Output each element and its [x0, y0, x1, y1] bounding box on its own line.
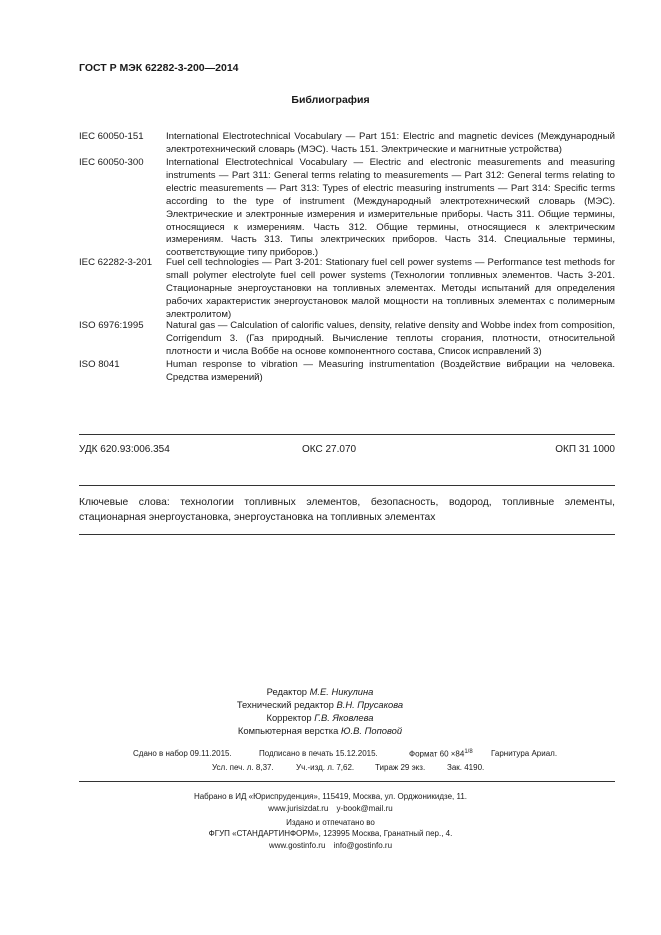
- credit-tech-editor: [0, 699, 640, 712]
- okp-code: ОКП 31 1000: [555, 444, 615, 455]
- printed-site: www.gostinfo.ru: [268, 841, 326, 850]
- bibliography-entry-code: IEC 60050-300: [79, 157, 144, 168]
- bibliography-entry: [79, 157, 615, 260]
- bibliography-entry-text: Fuel cell technologies — Part 3-201: Stationary fuel cell power systems — Performance test methods for small polymer electrolyte fuel cell power systems (Технологии топливных элементов. Часть 3-201. Стационарные энергоустановки на топливных элементах. Методы испытаний для определения рабочих характеристик энергоустановок малой мощности на топливных элементах с полимерным электролитом): [166, 257, 615, 320]
- oks-code: ОКС 27.070: [302, 444, 357, 455]
- format-text: Формат 60 ×84: [409, 749, 465, 759]
- credit-name: М.Е. Никулина: [309, 686, 374, 697]
- credit-role: Корректор: [266, 712, 312, 723]
- credit-corrector: [0, 712, 640, 725]
- typeset-email: y-book@mail.ru: [336, 804, 393, 813]
- bibliography-entry: [79, 320, 615, 359]
- bibliography-entry-text: Natural gas — Calculation of calorific values, density, relative density and Wobbe index from composition, Corrigendum 3. (Газ природный. Вычисление теплоты сгорания, плотности, относительной плотности и числа Воббе на основе компонентного состава, Список исправлений 3): [166, 320, 615, 357]
- typeset-site: www.jurisizdat.ru: [268, 804, 329, 813]
- bibliography-entry-code: IEC 60050-151: [79, 131, 144, 142]
- print-run: Тираж 29 экз.: [375, 763, 426, 772]
- print-typeface: Гарнитура Ариал.: [491, 749, 558, 758]
- bibliography-entry-code: IEC 62282-3-201: [79, 257, 153, 268]
- credit-role: Компьютерная верстка: [237, 725, 339, 736]
- bibliography-entry: [79, 359, 615, 385]
- credit-role: Редактор: [266, 686, 307, 697]
- keywords: Ключевые слова: технологии топливных элементов, безопасность, водород, топливные элементы, стационарная энергоустановка, энергоустановка на топливных элементах: [79, 497, 615, 523]
- divider: [79, 534, 615, 535]
- bibliography-entry-text: International Electrotechnical Vocabulary — Part 151: Electric and magnetic devices (Международный электротехнический словарь (МЭС). Часть 151. Электрические и магнитные устройства): [166, 131, 615, 155]
- printed-line-2: ФГУП «СТАНДАРТИНФОРМ», 123995 Москва, Гранатный пер., 4.: [208, 829, 453, 838]
- print-signed: Подписано в печать 15.12.2015.: [259, 749, 378, 758]
- bibliography-entry: [79, 257, 615, 322]
- format-fraction: 1/8: [464, 749, 473, 755]
- print-sheets: Усл. печ. л. 8,37.: [212, 763, 274, 772]
- typeset-contacts: [0, 804, 661, 813]
- credit-role: Технический редактор: [236, 699, 334, 710]
- credit-layout: [0, 725, 640, 738]
- print-submitted: Сдано в набор 09.11.2015.: [133, 749, 232, 758]
- printed-contacts: [0, 841, 661, 850]
- bibliography-entry-code: ISO 6976:1995: [79, 320, 144, 331]
- printed-line-1: Издано и отпечатано во: [286, 818, 375, 827]
- bibliography-entry-text: Human response to vibration — Measuring instrumentation (Воздействие вибрации на человека. Средства измерений): [166, 359, 615, 383]
- bibliography-entry-text: International Electrotechnical Vocabulary — Electric and electronic measurements and measuring instruments — Part 311: General terms relating to measurements — Part 312: General terms relating to electric measurements — Part 313: Types of electric measuring instruments — Part 314: Specific terms according to the type of instrument (Международный электротехнический словарь (МЭС). Электрические и электронные измерения и измерительные приборы. Часть 311. Общие термины, относящиеся к измерениям. Часть 312. Общие термины, относящиеся к электрическим измерениям. Часть 313. Типы электрических приборов. Часть 314. Специальные термины, соответствующие типу приборов.): [166, 157, 615, 259]
- divider: [79, 781, 615, 782]
- printed-email: info@gostinfo.ru: [333, 841, 393, 850]
- bibliography-title: Библиография: [291, 94, 370, 106]
- typeset-line: Набрано в ИД «Юриспруденция», 115419, Москва, ул. Орджоникидзе, 11.: [193, 792, 468, 801]
- bibliography-entry-code: ISO 8041: [79, 359, 120, 370]
- credit-name: Ю.В. Поповой: [340, 725, 403, 736]
- print-format: [409, 749, 473, 759]
- credit-editor: [0, 686, 640, 699]
- credit-name: В.Н. Прусакова: [336, 699, 404, 710]
- udk-code: УДК 620.93:006.354: [79, 444, 170, 455]
- publ-sheets: Уч.-изд. л. 7,62.: [296, 763, 355, 772]
- divider: [79, 434, 615, 435]
- bibliography-entry: [79, 131, 615, 157]
- divider: [79, 485, 615, 486]
- credit-name: Г.В. Яковлева: [314, 712, 374, 723]
- print-order: Зак. 4190.: [447, 763, 485, 772]
- document-code: ГОСТ Р МЭК 62282-3-200—2014: [79, 62, 239, 74]
